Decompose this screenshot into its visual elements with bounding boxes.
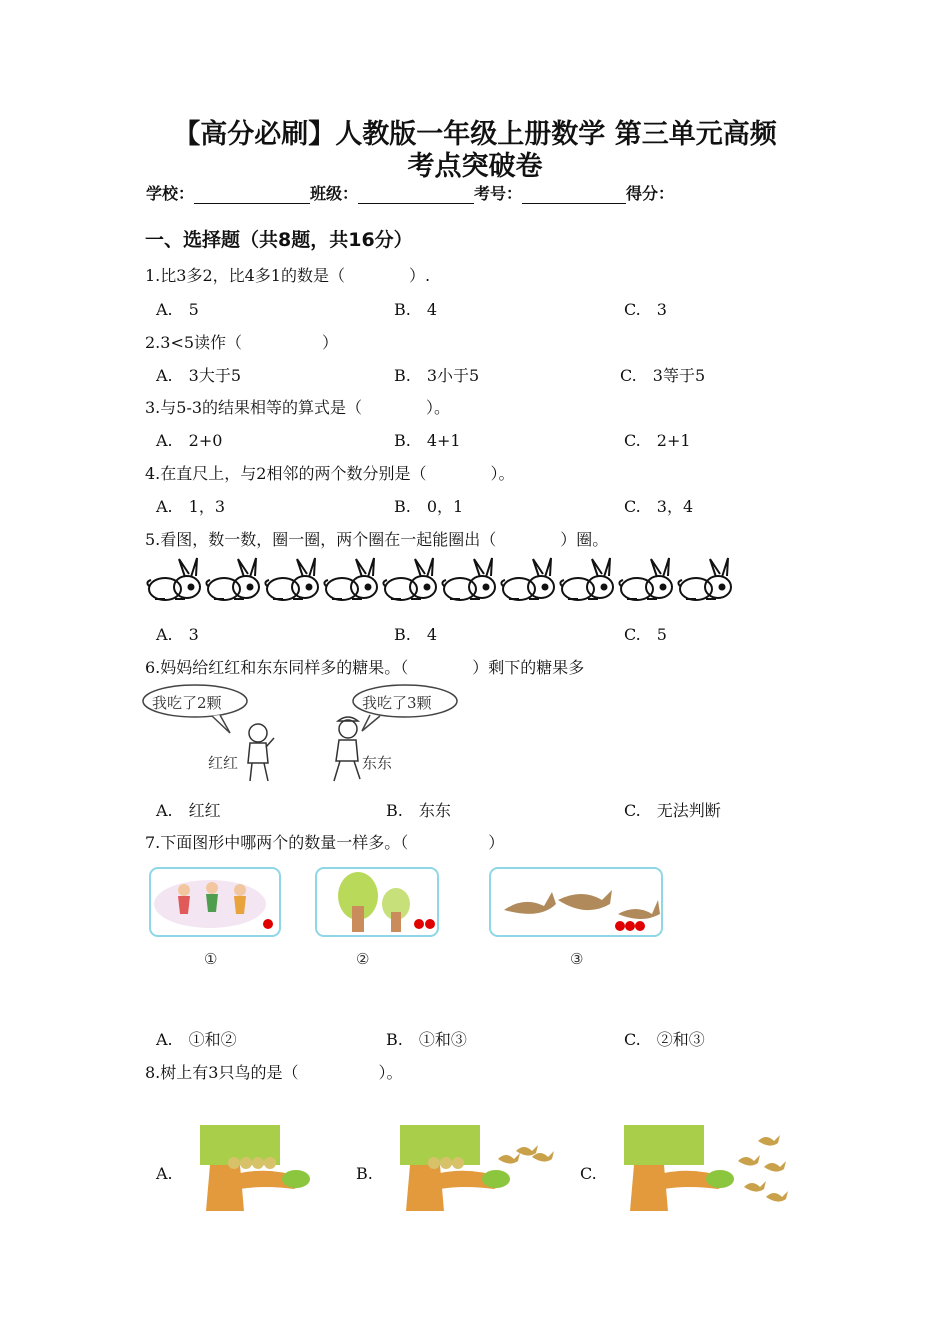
q7-option-a[interactable]: A. ①和② <box>156 1030 237 1049</box>
score-label: 得分： <box>626 184 675 203</box>
class-blank[interactable] <box>358 185 474 204</box>
red-dot <box>414 919 424 929</box>
question-2: 2.3<5读作（ ） <box>145 333 339 352</box>
q2-option-a[interactable]: A. 3大于5 <box>156 366 242 385</box>
q6-option-c[interactable]: C. 无法判断 <box>624 801 721 820</box>
rabbit-icon <box>324 558 377 600</box>
bird-icon <box>744 1181 766 1192</box>
q3-option-a[interactable]: A. 2+0 <box>156 431 223 450</box>
rabbit-icon <box>501 558 554 600</box>
bubble-text-2: 我吃了3颗 <box>362 694 432 712</box>
bird-icon <box>766 1191 788 1202</box>
rabbit-icon <box>206 558 259 600</box>
bubble-text-1: 我吃了2颗 <box>152 694 222 712</box>
class-label: 班级： <box>310 184 359 203</box>
rabbits-figure <box>145 556 745 606</box>
info-line <box>146 181 674 204</box>
red-dot <box>425 919 435 929</box>
section-heading: 一、选择题（共8题，共16分） <box>145 229 413 251</box>
question-6: 6.妈妈给红红和东东同样多的糖果。（ ）剩下的糖果多 <box>145 658 585 677</box>
q3-option-c[interactable]: C. 2+1 <box>624 431 691 450</box>
q4-option-a[interactable]: A. 1，3 <box>156 497 226 516</box>
q8-option-b[interactable]: B. <box>356 1164 373 1183</box>
bird-icon <box>498 1153 520 1164</box>
bird-icon <box>738 1155 760 1166</box>
page-title: 【高分必刷】人教版一年级上册数学 第三单元高频 <box>173 119 777 150</box>
q7-option-c[interactable]: C. ②和③ <box>624 1030 705 1049</box>
question-8: 8.树上有3只鸟的是（ ）。 <box>145 1063 403 1082</box>
q2-option-b[interactable]: B. 3小于5 <box>394 366 480 385</box>
question-1: 1.比3多2，比4多1的数是（ ）. <box>145 266 431 285</box>
exam-no-blank[interactable] <box>522 185 626 204</box>
school-label: 学校： <box>146 184 195 203</box>
label-1: ① <box>204 950 218 968</box>
rabbit-icon <box>442 558 495 600</box>
bird-icon <box>764 1161 786 1172</box>
option-c-tree <box>624 1125 788 1211</box>
rabbit-icon <box>678 558 731 600</box>
rabbit-icon <box>619 558 672 600</box>
red-dot <box>263 919 273 929</box>
red-dot <box>625 921 635 931</box>
rabbit-icon <box>560 558 613 600</box>
q6-option-b[interactable]: B. 东东 <box>386 801 451 820</box>
q5-option-b[interactable]: B. 4 <box>394 625 438 644</box>
page-title-line2: 考点突破卷 <box>407 151 543 182</box>
name-dongdong: 东东 <box>362 754 393 772</box>
q3-option-b[interactable]: B. 4+1 <box>394 431 461 450</box>
label-3: ③ <box>570 950 584 968</box>
option-a-tree <box>200 1125 310 1211</box>
option-b-tree <box>400 1125 554 1211</box>
bird-icon <box>758 1135 780 1146</box>
q5-option-a[interactable]: A. 3 <box>156 625 199 644</box>
school-blank[interactable] <box>194 185 310 204</box>
exam-no-label: 考号： <box>474 184 523 203</box>
rabbit-icon <box>147 558 200 600</box>
kids-icon <box>178 882 246 914</box>
red-dot <box>615 921 625 931</box>
q2-option-c[interactable]: C. 3等于5 <box>620 366 706 385</box>
q4-option-b[interactable]: B. 0，1 <box>394 497 464 516</box>
label-2: ② <box>356 950 370 968</box>
question-7: 7.下面图形中哪两个的数量一样多。（ ） <box>145 833 505 852</box>
q4-option-c[interactable]: C. 3，4 <box>624 497 694 516</box>
question-4: 4.在直尺上，与2相邻的两个数分别是（ ）。 <box>145 464 515 483</box>
q1-option-c[interactable]: C. 3 <box>624 300 667 319</box>
q8-figure <box>198 1125 798 1215</box>
girl-icon <box>248 724 274 781</box>
q7-figure <box>148 866 668 942</box>
question-3: 3.与5-3的结果相等的算式是（ ）。 <box>145 398 451 417</box>
red-dot <box>635 921 645 931</box>
q1-option-b[interactable]: B. 4 <box>394 300 438 319</box>
boy-icon <box>334 717 360 781</box>
question-5: 5.看图，数一数，圈一圈，两个圈在一起能圈出（ ）圈。 <box>145 530 609 549</box>
q1-option-a[interactable]: A. 5 <box>156 300 199 319</box>
q8-option-c[interactable]: C. <box>580 1164 597 1183</box>
q6-option-a[interactable]: A. 红红 <box>156 801 221 820</box>
q7-option-b[interactable]: B. ①和③ <box>386 1030 467 1049</box>
rabbit-icon <box>265 558 318 600</box>
q5-option-c[interactable]: C. 5 <box>624 625 667 644</box>
q8-option-a[interactable]: A. <box>156 1164 173 1183</box>
rabbit-icon <box>383 558 436 600</box>
name-honghong: 红红 <box>208 754 239 772</box>
